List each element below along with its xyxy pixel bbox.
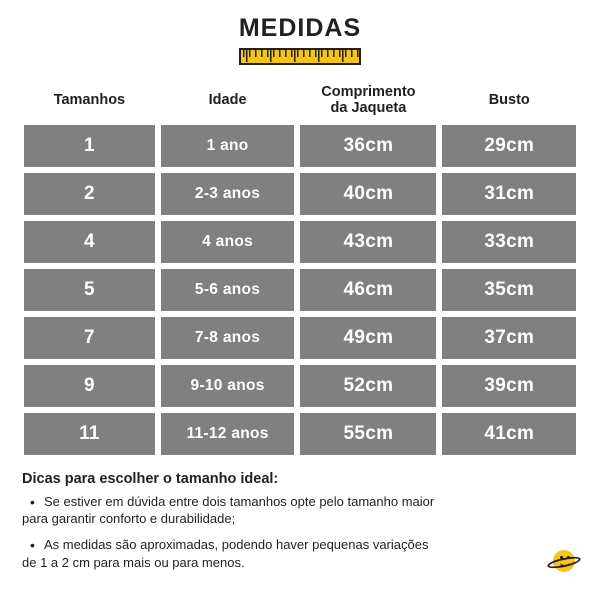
tip-line1: Se estiver em dúvida entre dois tamanhos opte pelo tamanho maior — [44, 493, 435, 509]
tips-title: Dicas para escolher o tamanho ideal: — [22, 470, 279, 487]
tip-line2: de 1 a 2 cm para mais ou para menos. — [22, 554, 245, 570]
ruler-large-ticks — [241, 50, 359, 63]
cell-tamanho: 7 — [24, 317, 155, 359]
cell-comprimento: 52cm — [300, 365, 436, 407]
cell-idade: 11-12 anos — [161, 413, 295, 455]
page-title: MEDIDAS — [238, 14, 362, 42]
table-body — [24, 125, 576, 455]
column-header-busto: Busto — [488, 91, 530, 108]
cell-comprimento: 43cm — [300, 221, 436, 263]
cell-idade: 1 ano — [161, 125, 295, 167]
header — [0, 0, 600, 65]
column-header-comprimento-line2: da Jaqueta — [330, 99, 407, 116]
column-header-idade: Idade — [208, 91, 247, 108]
cell-comprimento: 40cm — [300, 173, 436, 215]
cell-busto: 39cm — [442, 365, 576, 407]
table-row — [24, 173, 576, 215]
cell-tamanho: 5 — [24, 269, 155, 311]
table-row — [24, 365, 576, 407]
cell-busto: 31cm — [442, 173, 576, 215]
cell-idade: 4 anos — [161, 221, 295, 263]
cell-tamanho: 1 — [24, 125, 155, 167]
table-row — [24, 221, 576, 263]
cell-busto: 33cm — [442, 221, 576, 263]
cell-comprimento: 36cm — [300, 125, 436, 167]
tip-line2: para garantir conforto e durabilidade; — [22, 511, 236, 527]
cell-idade: 9-10 anos — [161, 365, 295, 407]
tip-line1: As medidas são aproximadas, podendo haver pequenas variações — [44, 536, 429, 552]
cell-busto: 37cm — [442, 317, 576, 359]
tip-item — [22, 536, 578, 571]
table-header — [24, 85, 576, 119]
table-row — [24, 317, 576, 359]
table-header-row — [24, 85, 576, 119]
cell-busto: 35cm — [442, 269, 576, 311]
cell-tamanho: 4 — [24, 221, 155, 263]
column-header-tamanhos: Tamanhos — [53, 91, 126, 108]
table-row — [24, 125, 576, 167]
planet-smiley-logo-icon — [548, 548, 582, 578]
cell-idade: 7-8 anos — [161, 317, 295, 359]
ruler-icon — [239, 48, 361, 65]
cell-busto: 29cm — [442, 125, 576, 167]
column-header-comprimento-line1: Comprimento — [321, 84, 416, 100]
size-table-container — [0, 79, 600, 461]
table-row — [24, 413, 576, 455]
column-header-comprimento — [300, 85, 436, 119]
tips-section — [0, 461, 600, 571]
cell-tamanho: 11 — [24, 413, 155, 455]
cell-comprimento: 49cm — [300, 317, 436, 359]
bullet-icon: • — [30, 493, 35, 510]
size-table — [18, 79, 582, 461]
tip-item — [22, 493, 578, 528]
cell-idade: 2-3 anos — [161, 173, 295, 215]
cell-tamanho: 2 — [24, 173, 155, 215]
table-row — [24, 269, 576, 311]
cell-tamanho: 9 — [24, 365, 155, 407]
cell-busto: 41cm — [442, 413, 576, 455]
cell-idade: 5-6 anos — [161, 269, 295, 311]
cell-comprimento: 46cm — [300, 269, 436, 311]
bullet-icon: • — [30, 536, 35, 553]
cell-comprimento: 55cm — [300, 413, 436, 455]
